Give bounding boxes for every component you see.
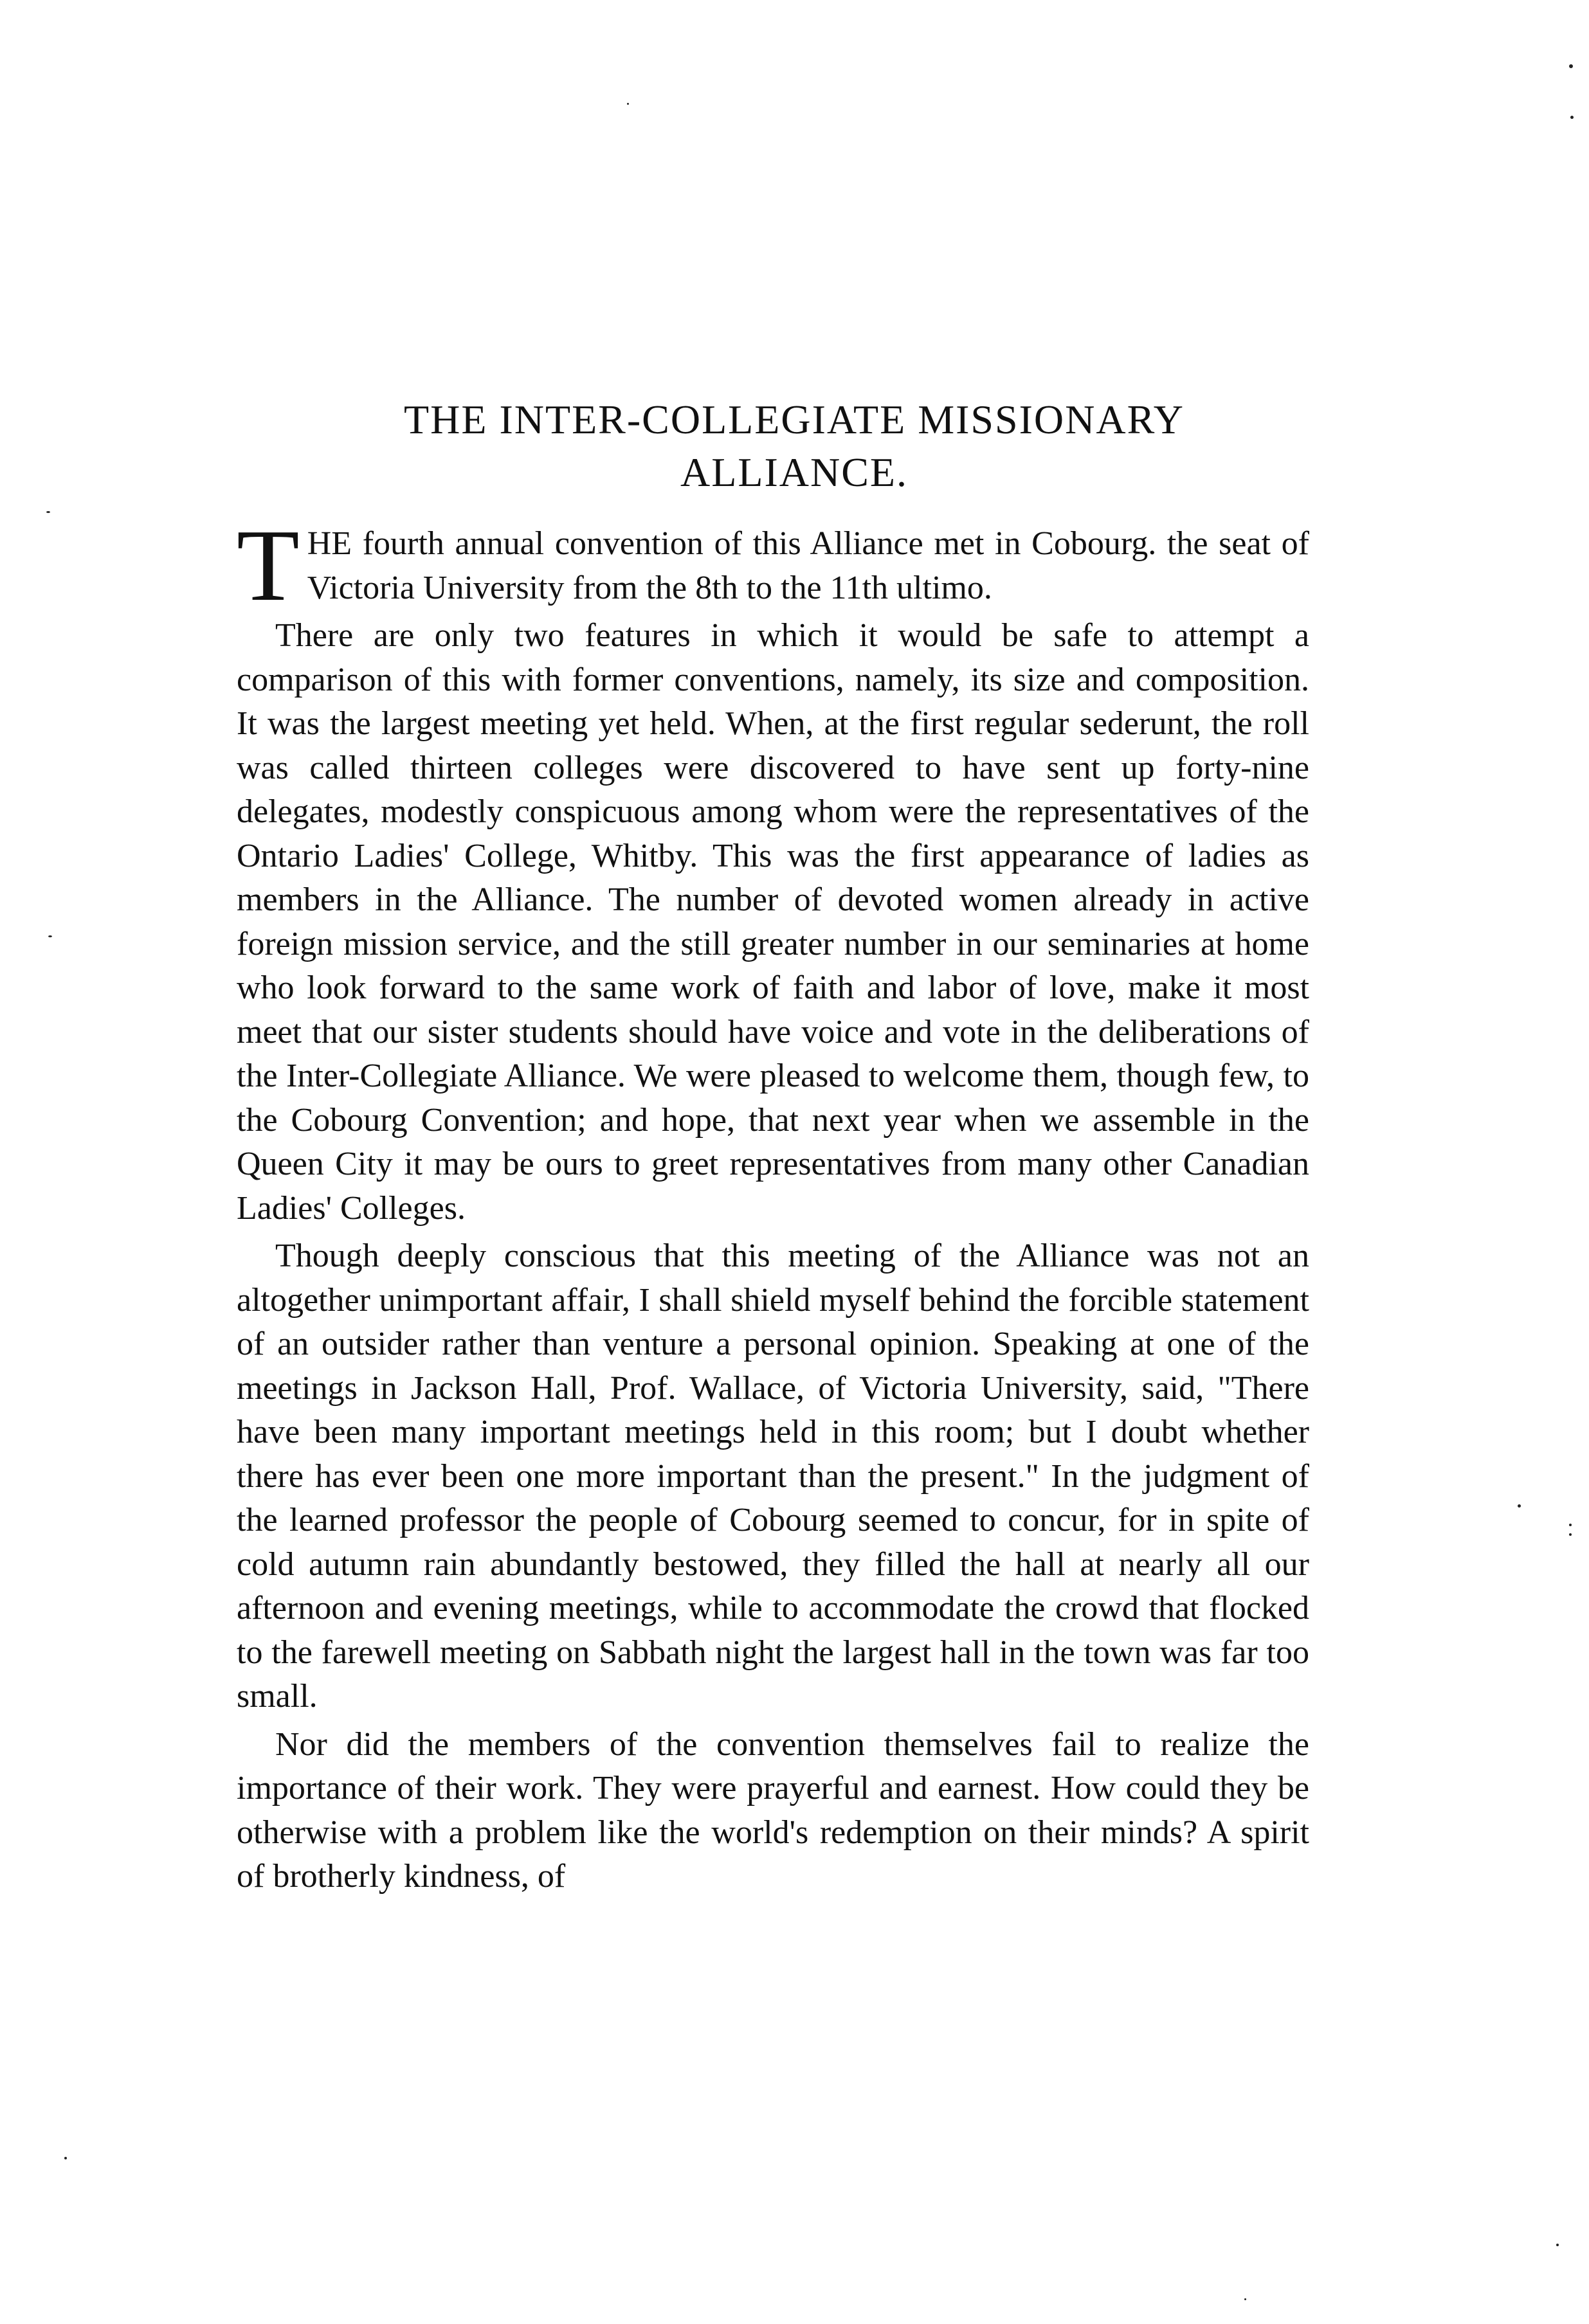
scan-speck [1569, 64, 1573, 68]
article-title-line-2: ALLIANCE. [680, 449, 908, 495]
paragraph-3: Though deeply conscious that this meeting of the Alliance was not an altogether unimportant affair, I shall shield myself behind the forcible statement of an outsider rather than venture a personal opinion. Speaking at one of the meetings in Jackson Hall, Prof. Wallace, of Victoria University, said, "There have been many important meetings held in this room; but I doubt whether there has ever been one more important than the present." In the judgment of the learned professor the people of Cobourg seemed to concur, for in spite of cold autumn rain abundantly bestowed, they filled the hall at nearly all our afternoon and evening meetings, while to accommodate the crowd that flocked to the farewell meeting on Sabbath night the largest hall in the town was far too small. [237, 1238, 1309, 1715]
paragraph-1 [237, 508, 1309, 622]
paragraph-2: There are only two features in which it would be safe to attempt a comparison of this with former conventions, namely, its size and composition. It was the largest meeting yet held. When, at the first regular sederunt, the roll was called thirteen colleges were discovered to have sent up forty-nine delegates, modestly conspicuous among whom were the representatives of the Ontario Ladies' College, Whitby. This was the first appearance of ladies as members in the Alliance. The number of devoted women already in active foreign mission service, and the still greater number in our seminaries at home who look forward to the same work of faith and labor of love, make it most meet that our sister students should have voice and vote in the deliberations of the Inter-Collegiate Alliance. We were pleased to welcome them, though few, to the Cobourg Convention; and hope, that next year when we assemble in the Queen City it may be ours to greet representatives from many other Canadian Ladies' Colleges. [237, 617, 1309, 1227]
scan-speck [627, 103, 629, 105]
scan-speck [1570, 116, 1574, 119]
paragraph-4: Nor did the members of the convention themselves fail to realize the importance of their work. They were prayerful and earnest. How could they be otherwise with a problem like the world's redemption on their minds? A spirit of brotherly kindness, of [237, 1725, 1309, 1895]
paragraph-1-text: HE fourth annual convention of this Alliance met in Cobourg. the seat of Victoria University from the 8th to the 11th ultimo. [307, 525, 1309, 606]
scan-speck [1518, 1504, 1521, 1508]
article-body [237, 508, 1309, 1903]
drop-cap: T [237, 508, 300, 622]
article-title [238, 393, 1350, 499]
scan-speck [46, 511, 50, 513]
scan-speck [48, 935, 52, 937]
article-title-line-1: THE INTER-COLLEGIATE MISSIONARY [404, 397, 1185, 442]
scan-speck [1569, 1533, 1572, 1536]
scan-speck [1244, 2298, 1246, 2300]
scan-speck [1556, 2244, 1559, 2246]
scan-speck [64, 2157, 67, 2159]
scan-speck [1569, 1524, 1572, 1526]
